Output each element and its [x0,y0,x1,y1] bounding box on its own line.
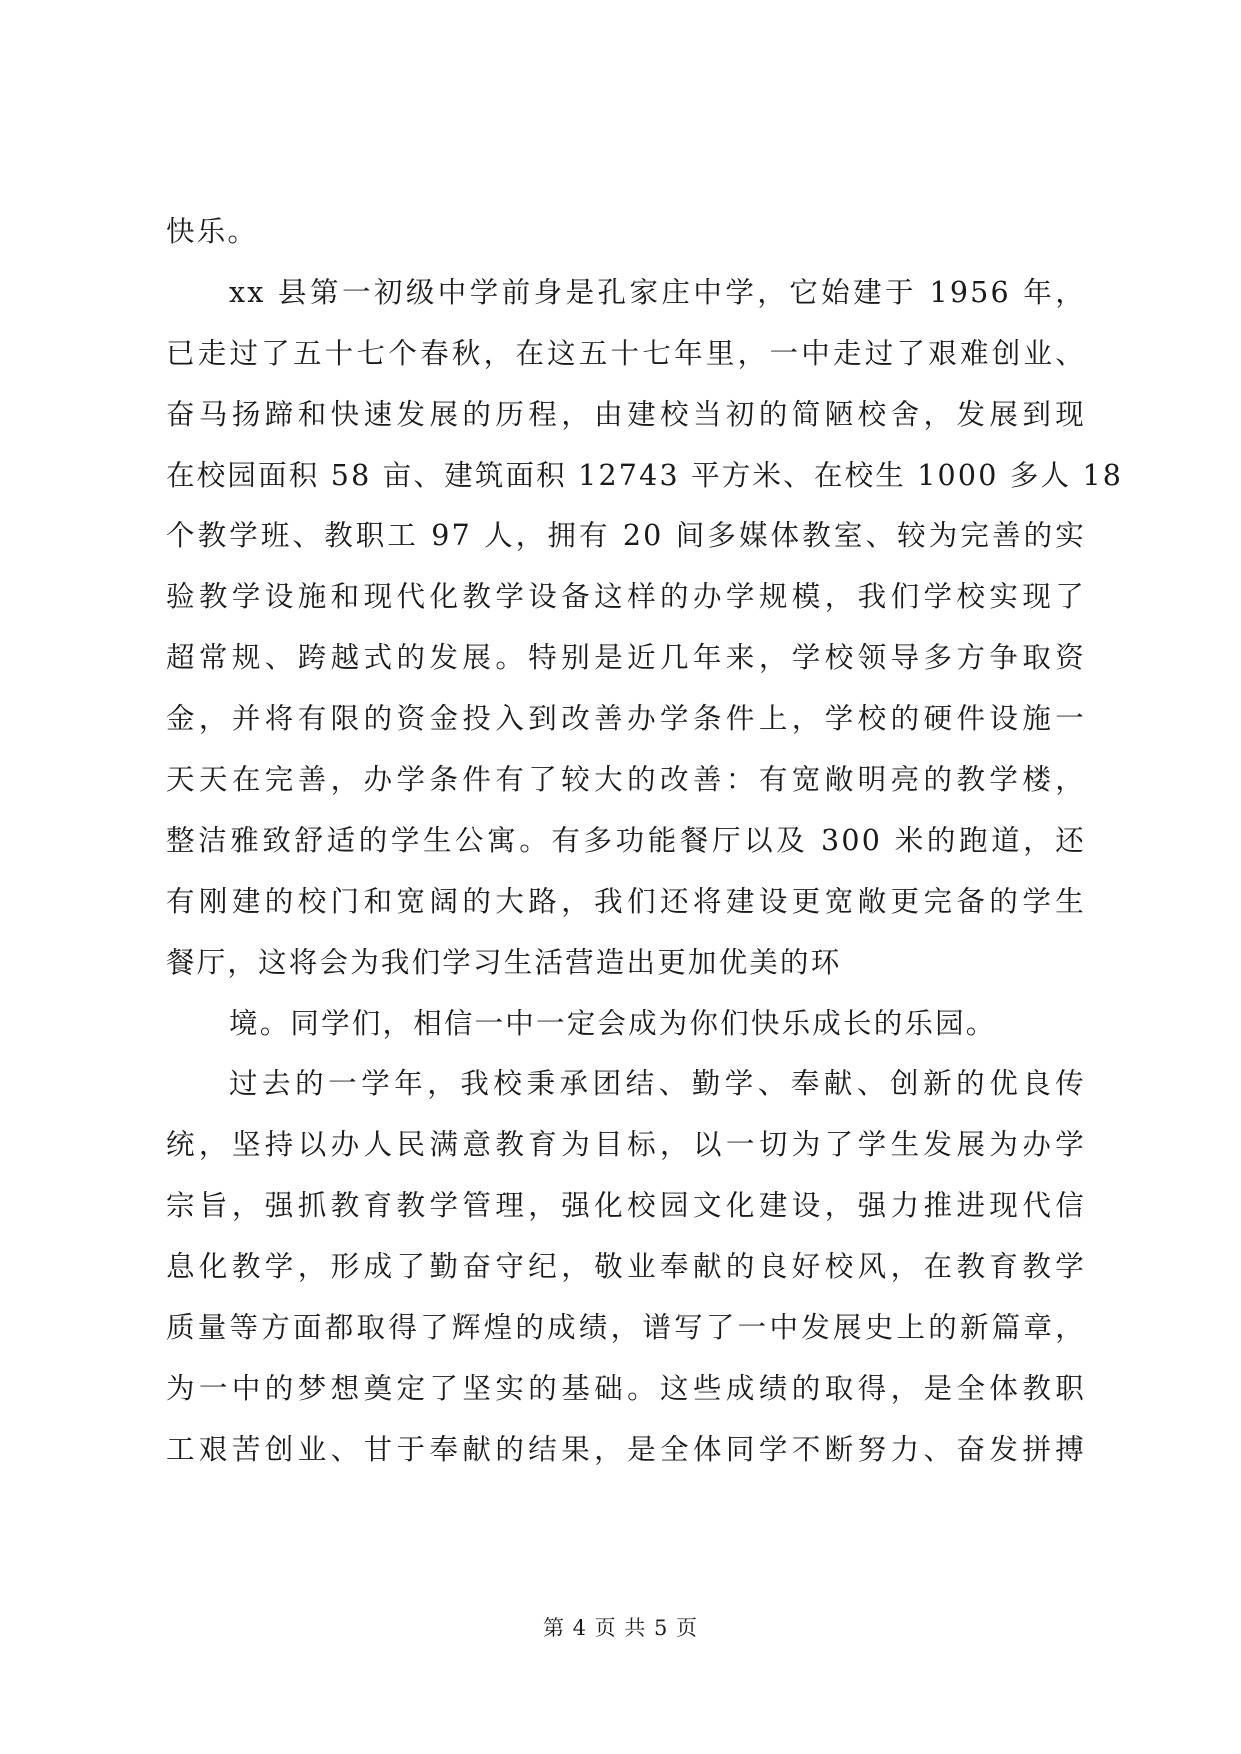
text-line: 统，坚持以办人民满意教育为目标，以一切为了学生发展为办学 [166,1128,1086,1162]
text-line: 在校园面积 58 亩、建筑面积 12743 平方米、在校生 1000 多人 18 [166,458,1124,492]
text-line: 验教学设施和现代化教学设备这样的办学规模，我们学校实现了 [166,580,1086,614]
text-line: 整洁雅致舒适的学生公寓。有多功能餐厅以及 300 米的跑道，还 [166,823,1086,857]
text-line: 过去的一学年，我校秉承团结、勤学、奉献、创新的优良传 [229,1067,1086,1101]
text-line: xx 县第一初级中学前身是孔家庄中学，它始建于 1956 年， [229,275,1086,309]
text-line: 为一中的梦想奠定了坚实的基础。这些成绩的取得，是全体教职 [166,1371,1086,1405]
text-line: 有刚建的校门和宽阔的大路，我们还将建设更宽敞更完备的学生 [166,884,1086,918]
text-line: 已走过了五十七个春秋，在这五十七年里，一中走过了艰难创业、 [166,336,1086,370]
text-line: 个教学班、教职工 97 人，拥有 20 间多媒体教室、较为完善的实 [166,519,1086,553]
text-line: 餐厅，这将会为我们学习生活营造出更加优美的环 [166,945,842,979]
text-line: 宗旨，强抓教育教学管理，强化校园文化建设，强力推进现代信 [166,1189,1086,1223]
page-number-footer: 第 4 页 共 5 页 [542,1616,699,1640]
body-text [166,202,1124,1481]
text-line: 金，并将有限的资金投入到改善办学条件上，学校的硬件设施一 [166,702,1086,736]
text-line: 天天在完善，办学条件有了较大的改善：有宽敞明亮的教学楼， [166,763,1086,797]
text-line: 快乐。 [166,215,259,248]
text-line: 境。同学们，相信一中一定会成为你们快乐成长的乐园。 [229,1006,997,1040]
text-line: 息化教学，形成了勤奋守纪，敬业奉献的良好校风，在教育教学 [166,1250,1086,1284]
text-line: 质量等方面都取得了辉煌的成绩，谱写了一中发展史上的新篇章， [166,1311,1086,1345]
text-line: 超常规、跨越式的发展。特别是近几年来，学校领导多方争取资 [166,641,1086,675]
text-line: 工艰苦创业、甘于奉献的结果，是全体同学不断努力、奋发拼搏 [166,1432,1086,1466]
text-line: 奋马扬蹄和快速发展的历程，由建校当初的简陋校舍，发展到现 [166,397,1086,431]
